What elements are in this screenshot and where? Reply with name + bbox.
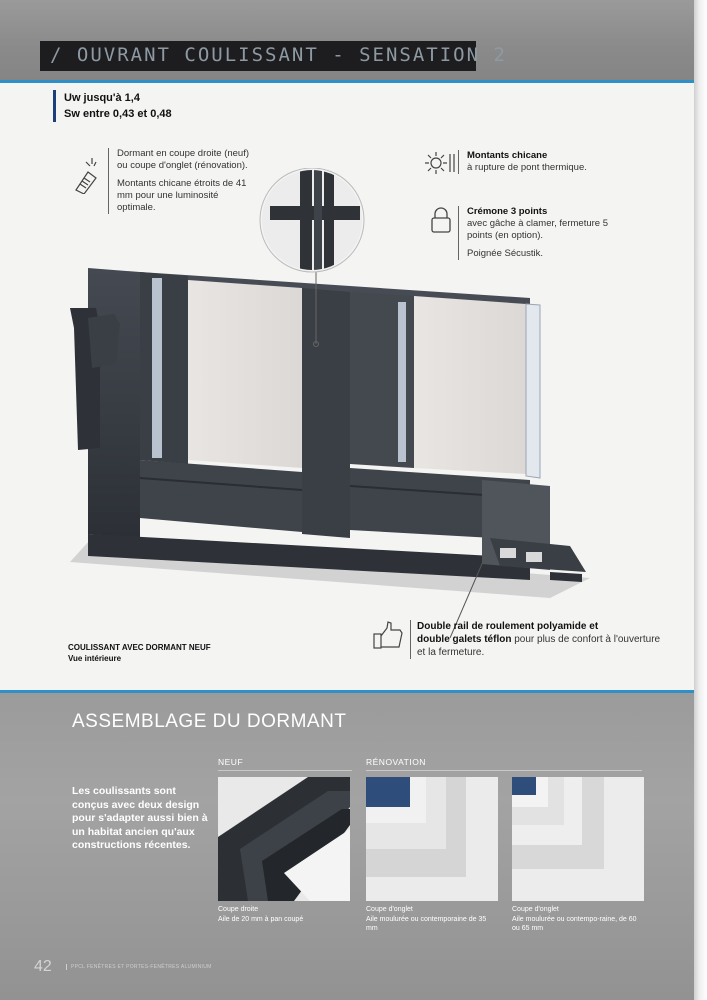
rail-desc: pour plus de confort à l'ouverture et la fermeture. bbox=[417, 634, 661, 658]
dormant-desc-2: Montants chicane étroits de 41 mm pour une luminosité optimale. bbox=[117, 178, 247, 213]
caption-1-line-1: Coupe droite bbox=[218, 906, 259, 913]
caption-coupe-droite bbox=[218, 905, 358, 924]
chicane-desc: à rupture de pont thermique. bbox=[467, 162, 587, 173]
performance-values bbox=[53, 90, 172, 122]
assemblage-section bbox=[0, 693, 707, 1000]
caption-coupe-onglet-35 bbox=[366, 905, 496, 934]
uw-value: Uw jusqu'à 1,4 bbox=[64, 92, 140, 104]
rail-text bbox=[410, 620, 667, 659]
chicane-title: Montants chicane bbox=[467, 150, 548, 161]
cremone-title: Crémone 3 points bbox=[467, 206, 548, 217]
cremone-desc: avec gâche à clamer, fermeture 5 points (en option). bbox=[467, 218, 608, 241]
page-title: / OUVRANT COULISSANT - SENSATION 2 bbox=[50, 44, 507, 66]
title-bar bbox=[40, 41, 507, 71]
dormant-desc-1: Dormant en coupe droite (neuf) ou coupe d'onglet (rénovation). bbox=[117, 148, 250, 171]
illustration-caption-sub: Vue intérieure bbox=[68, 654, 122, 663]
photo-coupe-onglet-60 bbox=[512, 777, 644, 901]
rail-bold-1: Double rail de roulement polyamide et bbox=[417, 621, 599, 632]
rail-bold-2: double galets téflon bbox=[417, 634, 512, 645]
header-rule bbox=[0, 80, 707, 83]
cremone-handle: Poignée Sécustik. bbox=[467, 248, 544, 259]
caption-3-line-1: Coupe d'onglet bbox=[512, 906, 559, 913]
caption-coupe-onglet-60 bbox=[512, 905, 642, 934]
caption-2-line-2: Aile moulurée ou contemporaine de 35 mm bbox=[366, 915, 487, 932]
assemblage-lead: Les coulissants sont conçus avec deux design pour s'adapter aussi bien à un habitat ancien qu'aux constructions récentes. bbox=[72, 785, 208, 851]
sliding-window-illustration bbox=[30, 168, 650, 638]
photo-coupe-onglet-35 bbox=[366, 777, 498, 901]
caption-2-line-1: Coupe d'onglet bbox=[366, 906, 413, 913]
thumbs-up-icon bbox=[372, 620, 404, 650]
caption-1-line-2: Aile de 20 mm à pan coupé bbox=[218, 915, 304, 923]
page-number: 42 bbox=[34, 958, 52, 975]
caption-3-line-2: Aile moulurée ou contempo-raine, de 60 ou 65 mm bbox=[512, 915, 637, 932]
sw-value: Sw entre 0,43 et 0,48 bbox=[64, 108, 172, 120]
page-binding-edge bbox=[694, 0, 707, 1000]
assemblage-title: ASSEMBLAGE DU DORMANT bbox=[72, 711, 347, 732]
illustration-caption bbox=[68, 642, 211, 664]
photo-coupe-droite bbox=[218, 777, 350, 901]
neuf-label: NEUF bbox=[218, 757, 352, 771]
illustration-caption-title: COULISSANT AVEC DORMANT NEUF bbox=[68, 643, 211, 652]
page-header bbox=[0, 0, 707, 80]
renovation-label: RÉNOVATION bbox=[366, 757, 642, 771]
footer-text: PPCL FENÊTRES ET PORTES-FENÊTRES ALUMINIUM bbox=[66, 964, 212, 970]
